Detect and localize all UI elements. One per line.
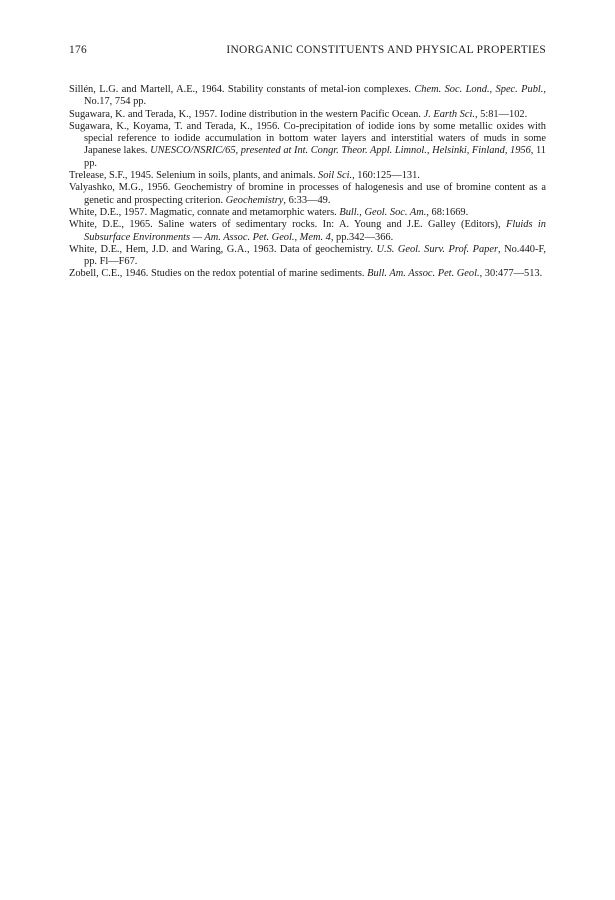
- reference-source-italic: U.S. Geol. Surv. Prof. Paper: [376, 243, 499, 255]
- running-title: INORGANIC CONSTITUENTS AND PHYSICAL PROPERTIES: [226, 44, 546, 56]
- reference-text: White, D.E., 1957. Magmatic, connate and metamorphic waters.: [69, 206, 340, 218]
- reference-source-italic: Chem. Soc. Lond., Spec. Publ.: [414, 84, 544, 95]
- reference-text: White, D.E., Hem, J.D. and Waring, G.A., 1963. Data of geochemistry.: [69, 243, 377, 255]
- reference-text: , 160:125—131.: [352, 170, 420, 182]
- reference-source-italic: UNESCO/NSRIC/65, presented at Int. Congr. Theor. Appl. Limnol., Helsinki, Finland, 1956: [150, 145, 531, 157]
- reference-source-italic: Soil Sci.: [318, 170, 353, 182]
- reference-entry: [69, 109, 546, 121]
- page-number: 176: [69, 44, 87, 56]
- reference-text: , No.17, 754 pp.: [84, 84, 546, 108]
- reference-text: , 6:33—49.: [283, 194, 331, 206]
- reference-entry: [69, 219, 546, 244]
- reference-entry: [69, 207, 546, 219]
- reference-text: , No.440-F, pp. Fl—F67.: [84, 243, 546, 268]
- reference-text: Trelease, S.F., 1945. Selenium in soils, plants, and animals.: [69, 170, 319, 182]
- reference-text: , 68:1669.: [426, 206, 469, 218]
- reference-source-italic: Fluids in Subsurface Environments — Am. Assoc. Pet. Geol., Mem. 4: [84, 219, 546, 243]
- running-header: [69, 44, 546, 60]
- reference-entry: [69, 244, 546, 269]
- reference-text: , pp.342—366.: [330, 231, 394, 243]
- reference-entry: [69, 170, 546, 182]
- reference-entry: [69, 268, 546, 280]
- reference-text: , 5:81—102.: [474, 108, 528, 120]
- reference-source-italic: Bull., Geol. Soc. Am.: [339, 206, 427, 218]
- reference-entry: [69, 84, 546, 109]
- reference-text: Sugawara, K. and Terada, K., 1957. Iodine distribution in the western Pacific Ocean.: [69, 108, 424, 120]
- reference-text: Valyashko, M.G., 1956. Geochemistry of bromine in processes of halogenesis and use of bromine content as a genetic and prospecting criterion.: [69, 182, 546, 206]
- reference-text: Zobell, C.E., 1946. Studies on the redox potential of marine sediments.: [69, 268, 368, 280]
- reference-text: , 30:477—513.: [479, 268, 543, 280]
- reference-source-italic: Bull. Am. Assoc. Pet. Geol.: [367, 268, 480, 280]
- reference-list: [69, 84, 546, 281]
- reference-source-italic: Geochemistry: [225, 194, 284, 206]
- reference-entry: [69, 121, 546, 170]
- reference-text: , 11 pp.: [84, 145, 546, 169]
- reference-entry: [69, 182, 546, 207]
- reference-text: White, D.E., 1965. Saline waters of sedimentary rocks. In: A. Young and J.E. Galley (Editors),: [69, 219, 506, 231]
- reference-text: Sillén, L.G. and Martell, A.E., 1964. Stability constants of metal-ion complexes.: [69, 84, 415, 95]
- reference-text: Sugawara, K., Koyama, T. and Terada, K., 1956. Co-precipitation of iodide ions by some metallic oxides with special reference to iodide accumulation in bottom water layers and interstitial waters of muds in some Japanese lakes.: [69, 120, 546, 157]
- reference-source-italic: J. Earth Sci.: [423, 108, 475, 120]
